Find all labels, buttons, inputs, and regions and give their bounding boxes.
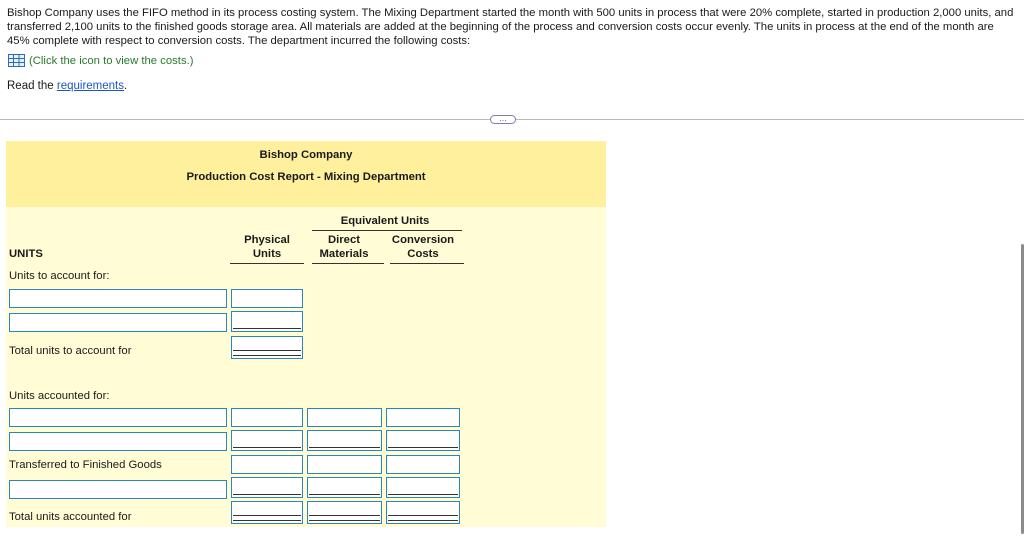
uaf-row1-dm-input[interactable] <box>307 408 382 427</box>
uta-row2-label-input[interactable] <box>9 313 227 332</box>
equivalent-units-header: Equivalent Units <box>340 215 430 227</box>
uaf-row1-cc-input[interactable] <box>386 408 460 427</box>
uaf-row4-dm-input[interactable] <box>307 477 382 498</box>
total-uta-physical-input[interactable] <box>231 336 303 359</box>
cc-line2: Costs <box>407 248 439 260</box>
transferred-cc-input[interactable] <box>386 455 460 474</box>
uaf-row2-dm-input[interactable] <box>307 430 382 451</box>
units-heading: UNITS <box>9 248 43 260</box>
report-header <box>6 141 606 207</box>
total-units-to-account-for-label: Total units to account for <box>9 345 132 357</box>
transferred-to-fg-label: Transferred to Finished Goods <box>9 459 162 471</box>
requirements-link[interactable]: requirements <box>56 80 124 92</box>
cc-header-rule <box>390 263 464 264</box>
units-accounted-for-label: Units accounted for: <box>9 390 110 402</box>
direct-materials-header <box>306 233 382 261</box>
physical-line2: Units <box>252 248 282 260</box>
units-to-account-for-label: Units to account for: <box>9 270 110 282</box>
uta-row1-physical-input[interactable] <box>231 289 303 308</box>
uaf-row4-cc-input[interactable] <box>386 477 460 498</box>
read-requirements-line <box>7 80 127 92</box>
table-grid-icon[interactable] <box>8 54 25 67</box>
uta-row2-physical-input[interactable] <box>231 311 303 332</box>
cc-line1: Conversion <box>391 234 455 246</box>
dm-line1: Direct <box>327 234 361 246</box>
uaf-row2-cc-input[interactable] <box>386 430 460 451</box>
view-costs-link[interactable] <box>8 54 194 67</box>
transferred-dm-input[interactable] <box>307 455 382 474</box>
uaf-row1-physical-input[interactable] <box>231 408 303 427</box>
uaf-row4-label-input[interactable] <box>9 480 227 499</box>
read-suffix: . <box>124 80 128 92</box>
production-cost-report <box>6 141 606 527</box>
uaf-row2-label-input[interactable] <box>9 432 227 451</box>
report-title: Production Cost Report - Mixing Department <box>186 171 426 183</box>
dm-header-rule <box>312 263 384 264</box>
physical-units-header <box>230 233 304 261</box>
uaf-row1-label-input[interactable] <box>9 408 227 427</box>
dm-line2: Materials <box>319 248 369 260</box>
transferred-physical-input[interactable] <box>231 455 303 474</box>
read-prefix: Read the <box>7 80 57 92</box>
total-units-accounted-for-label: Total units accounted for <box>9 511 132 523</box>
uta-row1-label-input[interactable] <box>9 289 227 308</box>
total-uaf-dm-input[interactable] <box>307 501 382 524</box>
view-costs-label[interactable]: (Click the icon to view the costs.) <box>29 54 194 67</box>
total-uaf-cc-input[interactable] <box>386 501 460 524</box>
company-name: Bishop Company <box>259 149 353 161</box>
uaf-row4-physical-input[interactable] <box>231 477 303 498</box>
total-uaf-physical-input[interactable] <box>231 501 303 524</box>
physical-header-rule <box>230 263 304 264</box>
physical-line1: Physical <box>244 234 290 246</box>
conversion-costs-header <box>384 233 462 261</box>
problem-statement: Bishop Company uses the FIFO method in its process costing system. The Mixing Department started the month with 500 units in process that were 20% complete, started in production 2,000 units, and transferred 2,100 units to the finished goods storage area. All materials are added at the beginning of the process and conversion costs occur evenly. The units in process at the end of the month are 45% complete with respect to conversion costs. The department incurred the following costs: <box>7 7 1014 47</box>
uaf-row2-physical-input[interactable] <box>231 430 303 451</box>
more-options-button[interactable]: … <box>490 115 516 124</box>
equivalent-units-rule <box>312 230 462 231</box>
